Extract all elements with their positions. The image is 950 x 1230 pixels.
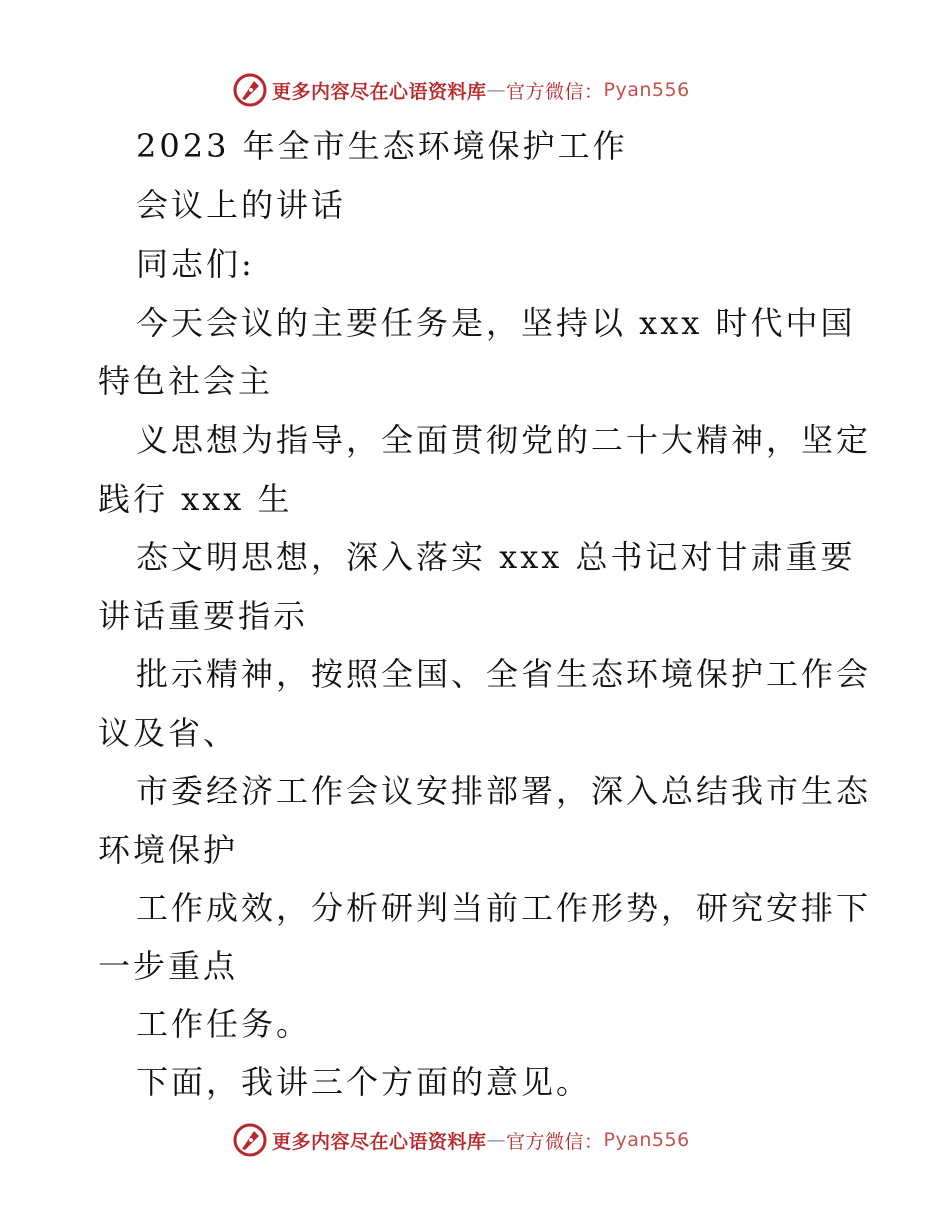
pen-nib-logo-icon [232, 1122, 268, 1158]
paragraph-line: 践行 xxx 生 [98, 480, 293, 518]
paragraph-line: 工作成效，分析研判当前工作形势，研究安排下 [136, 889, 872, 927]
header-watermark [232, 70, 690, 110]
paragraph-line: 态文明思想，深入落实 xxx 总书记对甘肃重要 [136, 538, 856, 576]
watermark-wechat-label: 官方微信： [506, 80, 604, 103]
footer-watermark [232, 1120, 690, 1160]
watermark-wechat-id: Pyan556 [603, 1129, 690, 1151]
paragraph-line: 批示精神，按照全国、全省生态环境保护工作会 [136, 655, 872, 693]
document-title-line-2: 会议上的讲话 [136, 186, 347, 224]
watermark-wechat-label: 官方微信： [506, 1130, 604, 1153]
paragraph-line: 特色社会主 [98, 362, 274, 400]
pen-nib-logo-icon [232, 72, 268, 108]
paragraph-line: 今天会议的主要任务是，坚持以 xxx 时代中国 [136, 304, 856, 342]
salutation: 同志们: [136, 245, 255, 283]
watermark-brand: 更多内容尽在心语资料库 [272, 80, 487, 103]
paragraph-line: 义思想为指导，全面贯彻党的二十大精神，坚定 [136, 421, 872, 459]
document-title-line-1: 2023 年全市生态环境保护工作 [136, 127, 628, 165]
paragraph-line: 议及省、 [98, 714, 239, 752]
paragraph-line: 一步重点 [98, 947, 239, 985]
watermark-separator: — [486, 79, 507, 101]
watermark-separator: — [486, 1129, 507, 1151]
paragraph-line: 讲话重要指示 [98, 597, 309, 635]
paragraph-line: 工作任务。 [136, 1005, 312, 1043]
watermark-brand: 更多内容尽在心语资料库 [272, 1130, 487, 1153]
watermark-wechat-id: Pyan556 [603, 79, 690, 101]
paragraph-line: 市委经济工作会议安排部署，深入总结我市生态 [136, 772, 872, 810]
paragraph-line: 环境保护 [98, 831, 239, 869]
paragraph-line: 下面，我讲三个方面的意见。 [136, 1063, 592, 1101]
